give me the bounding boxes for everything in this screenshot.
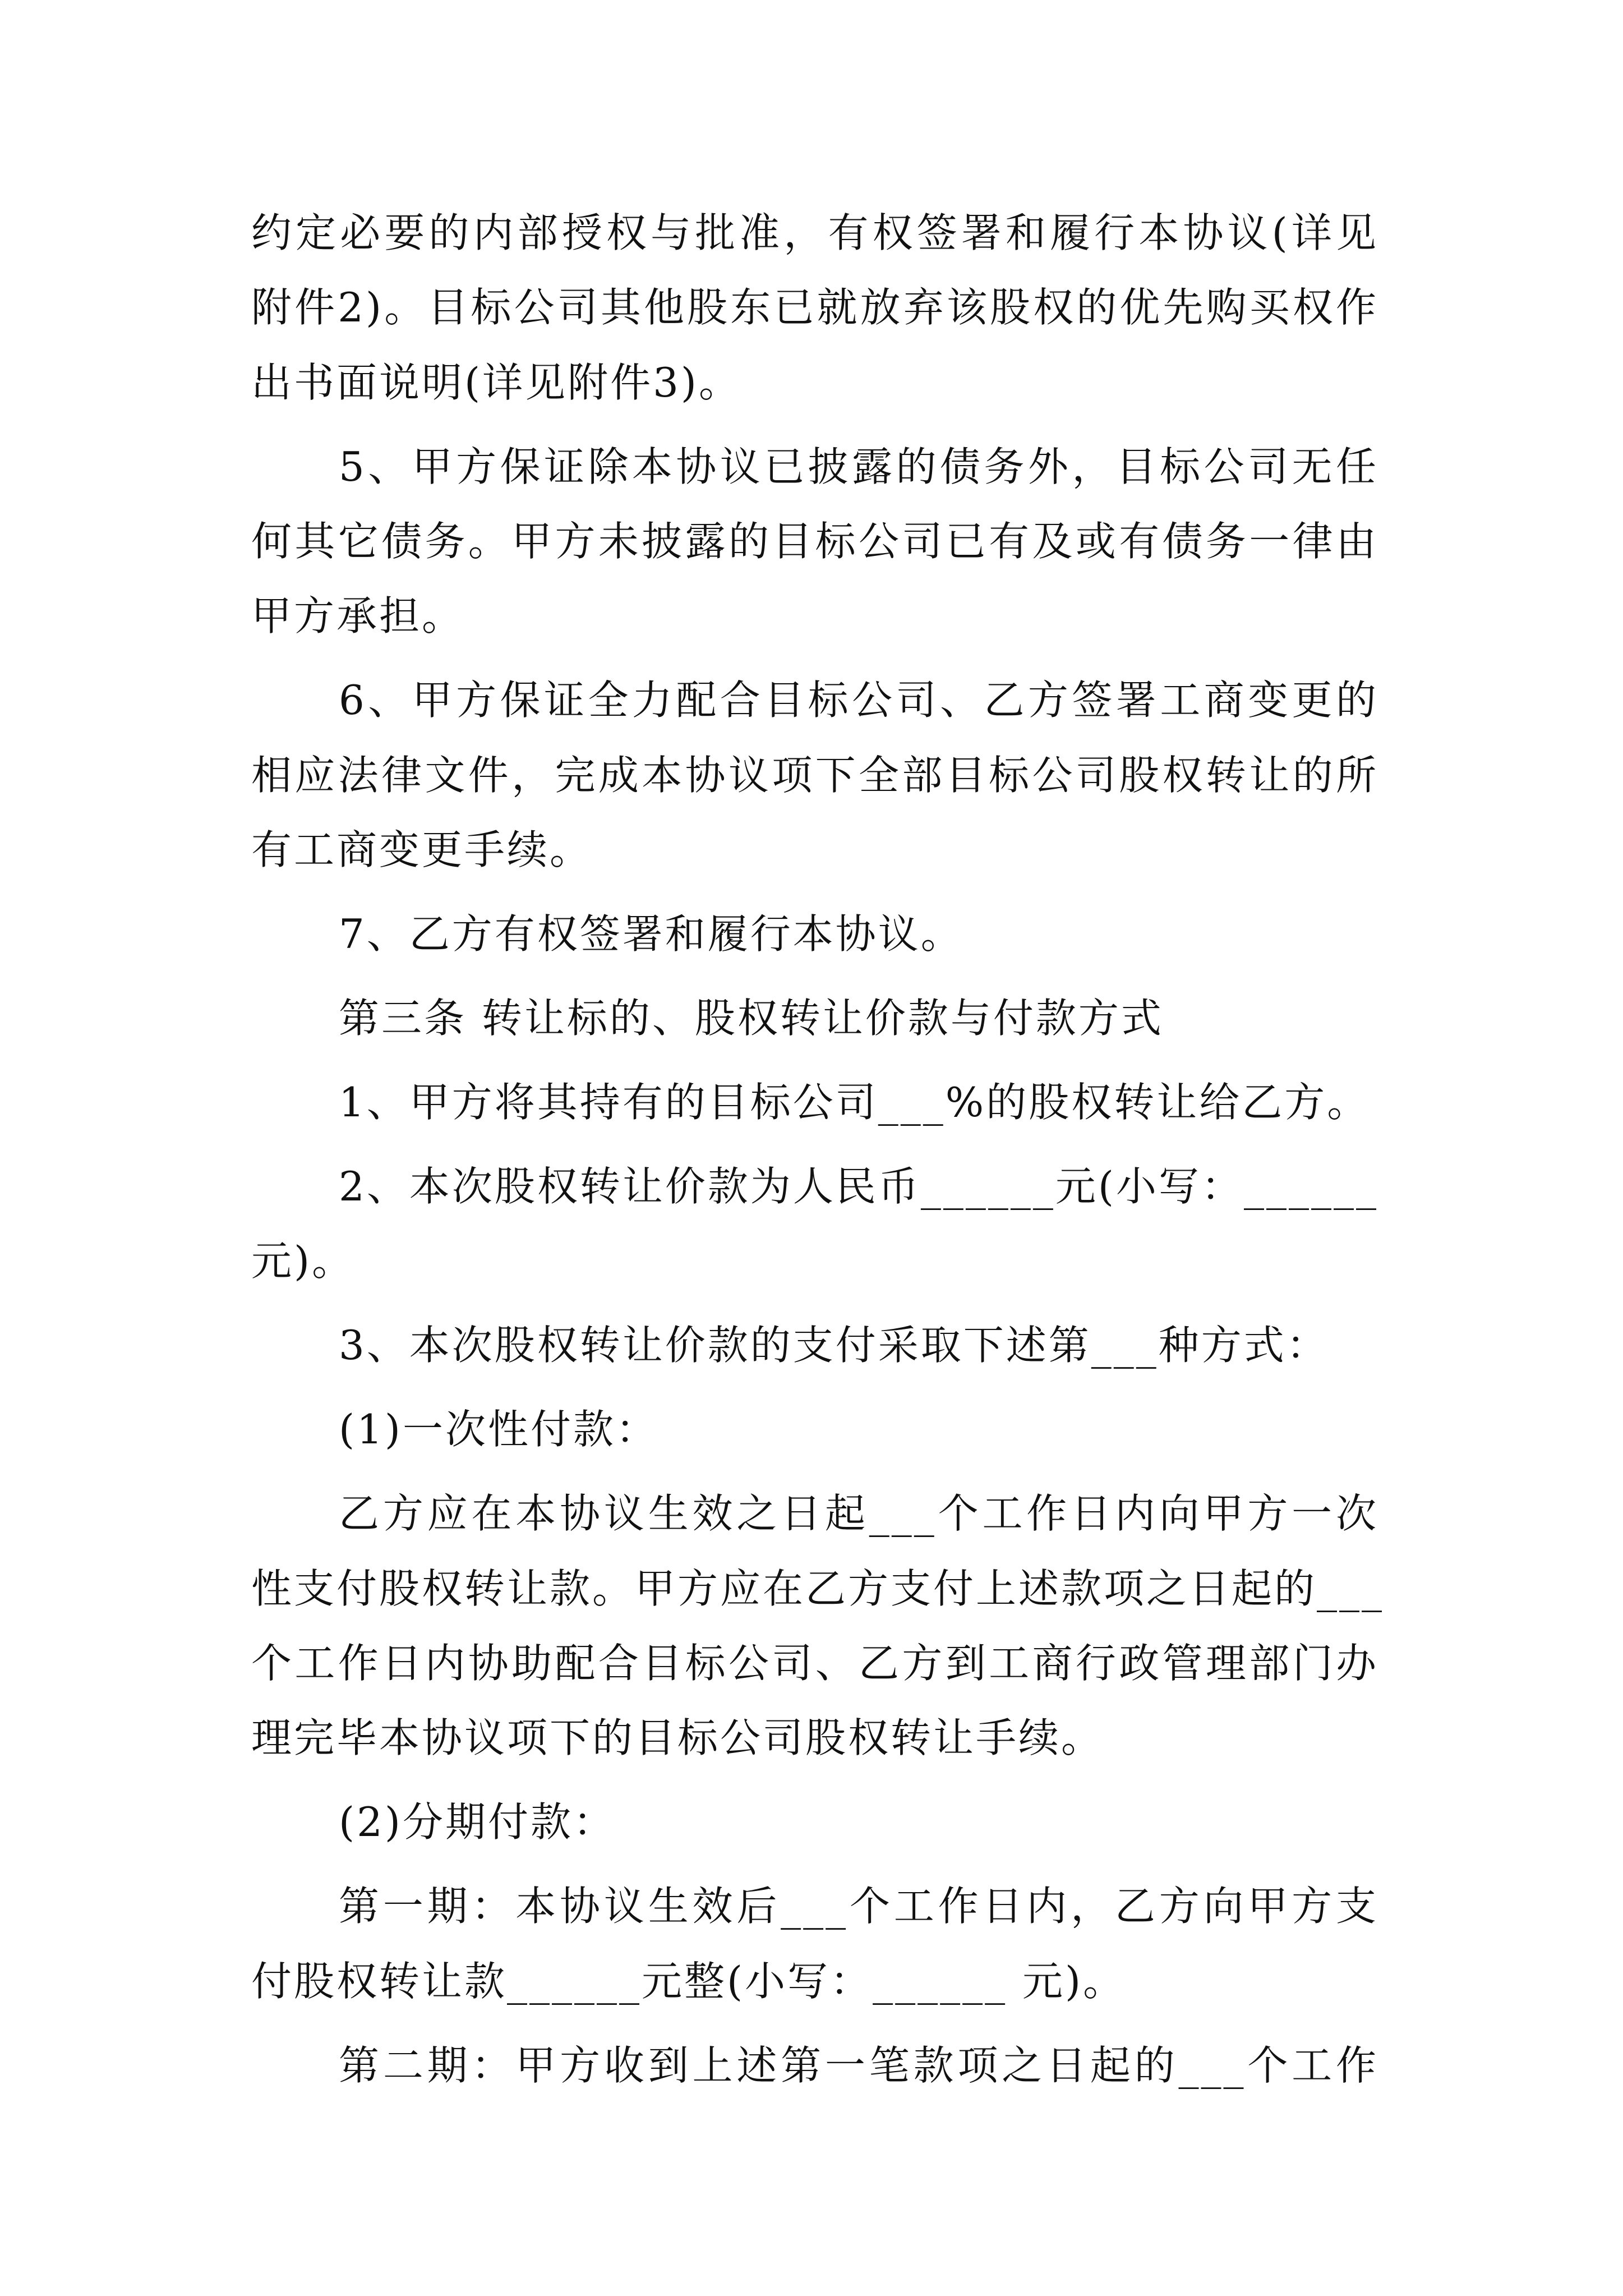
text-line: 第一期：本协议生效后___个工作日内，乙方向甲方支 — [339, 1883, 1378, 1930]
text-line: 附件2)。目标公司其他股东已就放弃该股权的优先购买权作 — [251, 284, 1378, 331]
text-line: (1)一次性付款： — [339, 1406, 658, 1453]
text-line: 何其它债务。甲方未披露的目标公司已有及或有债务一律由 — [251, 518, 1378, 565]
text-line: 约定必要的内部授权与批准，有权签署和履行本协议(详见 — [251, 209, 1378, 256]
text-line: 7、乙方有权签署和履行本协议。 — [339, 910, 963, 958]
text-line: 5、甲方保证除本协议已披露的债务外，目标公司无任 — [339, 443, 1378, 490]
text-line: 付股权转让款______元整(小写：______ 元)。 — [251, 1958, 1126, 2005]
text-line: 个工作日内协助配合目标公司、乙方到工商行政管理部门办 — [251, 1640, 1378, 1687]
text-line: 理完毕本协议项下的目标公司股权转让手续。 — [251, 1714, 1104, 1761]
text-line: 乙方应在本协议生效之日起___个工作日内向甲方一次 — [339, 1490, 1378, 1537]
text-line: 出书面说明(详见附件3)。 — [251, 359, 741, 406]
text-line: 有工商变更手续。 — [251, 826, 593, 873]
text-line: 2、本次股权转让价款为人民币______元(小写：______ — [339, 1163, 1378, 1210]
text-line: (2)分期付款： — [339, 1798, 616, 1846]
text-line: 6、甲方保证全力配合目标公司、乙方签署工商变更的 — [339, 677, 1378, 724]
text-line: 1、甲方将其持有的目标公司___%的股权转让给乙方。 — [339, 1079, 1370, 1126]
text-line: 第二期：甲方收到上述第一笔款项之日起的___个工作 — [339, 2042, 1378, 2089]
text-line: 性支付股权转让款。甲方应在乙方支付上述款项之日起的___ — [251, 1565, 1385, 1612]
section-heading: 第三条 转让标的、股权转让价款与付款方式 — [339, 995, 1164, 1042]
text-line: 3、本次股权转让价款的支付采取下述第___种方式： — [339, 1322, 1329, 1369]
text-line: 相应法律文件，完成本协议项下全部目标公司股权转让的所 — [251, 752, 1378, 799]
text-line: 甲方承担。 — [251, 592, 465, 639]
text-line: 元)。 — [251, 1237, 355, 1285]
